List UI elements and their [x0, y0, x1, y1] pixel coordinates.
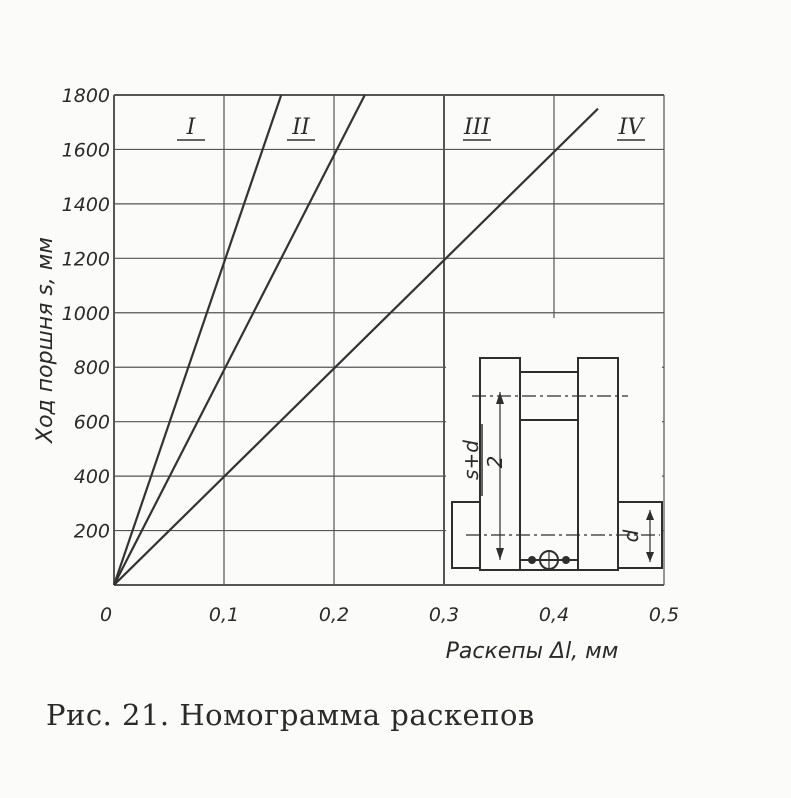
x-axis-label: Раскепы Δl, мм: [445, 639, 619, 664]
y-axis-label: Ход поршня s, мм: [33, 237, 58, 443]
y-tick-600: 600: [73, 411, 110, 434]
zone-label-II: II: [292, 115, 310, 140]
x-tick-3: 0,3: [428, 604, 460, 626]
y-tick-1000: 1000: [61, 302, 110, 325]
zone-label-IV: IV: [618, 115, 644, 140]
y-tick-800: 800: [73, 357, 110, 380]
y-tick-1600: 1600: [61, 139, 110, 162]
x-tick-2: 0,2: [318, 604, 350, 626]
y-tick-200: 200: [73, 520, 110, 543]
gauge-end-left: [529, 557, 535, 563]
gauge-end-right: [563, 557, 569, 563]
y-tick-labels: [62, 85, 110, 543]
inset-label-d: d: [619, 529, 643, 543]
x-tick-1: 0,1: [208, 604, 240, 626]
inset-label-denominator: 2: [483, 455, 507, 469]
x-tick-4: 0,4: [538, 604, 570, 626]
zone-label-III: III: [463, 115, 491, 140]
y-tick-400: 400: [73, 466, 110, 489]
x-tick-0: 0: [99, 604, 113, 626]
zone-labels: [177, 115, 645, 140]
x-tick-5: 0,5: [648, 604, 680, 626]
x-tick-labels: [100, 604, 679, 626]
inset-label-numerator: s+d: [459, 440, 483, 480]
zone-label-I: I: [186, 115, 196, 140]
series-line-I: [114, 95, 281, 585]
series-line-II: [114, 95, 365, 585]
figure-caption: Рис. 21. Номограмма раскепов: [46, 698, 535, 732]
y-tick-1200: 1200: [61, 248, 110, 271]
y-tick-1800: 1800: [61, 85, 110, 107]
y-tick-1400: 1400: [61, 193, 110, 216]
